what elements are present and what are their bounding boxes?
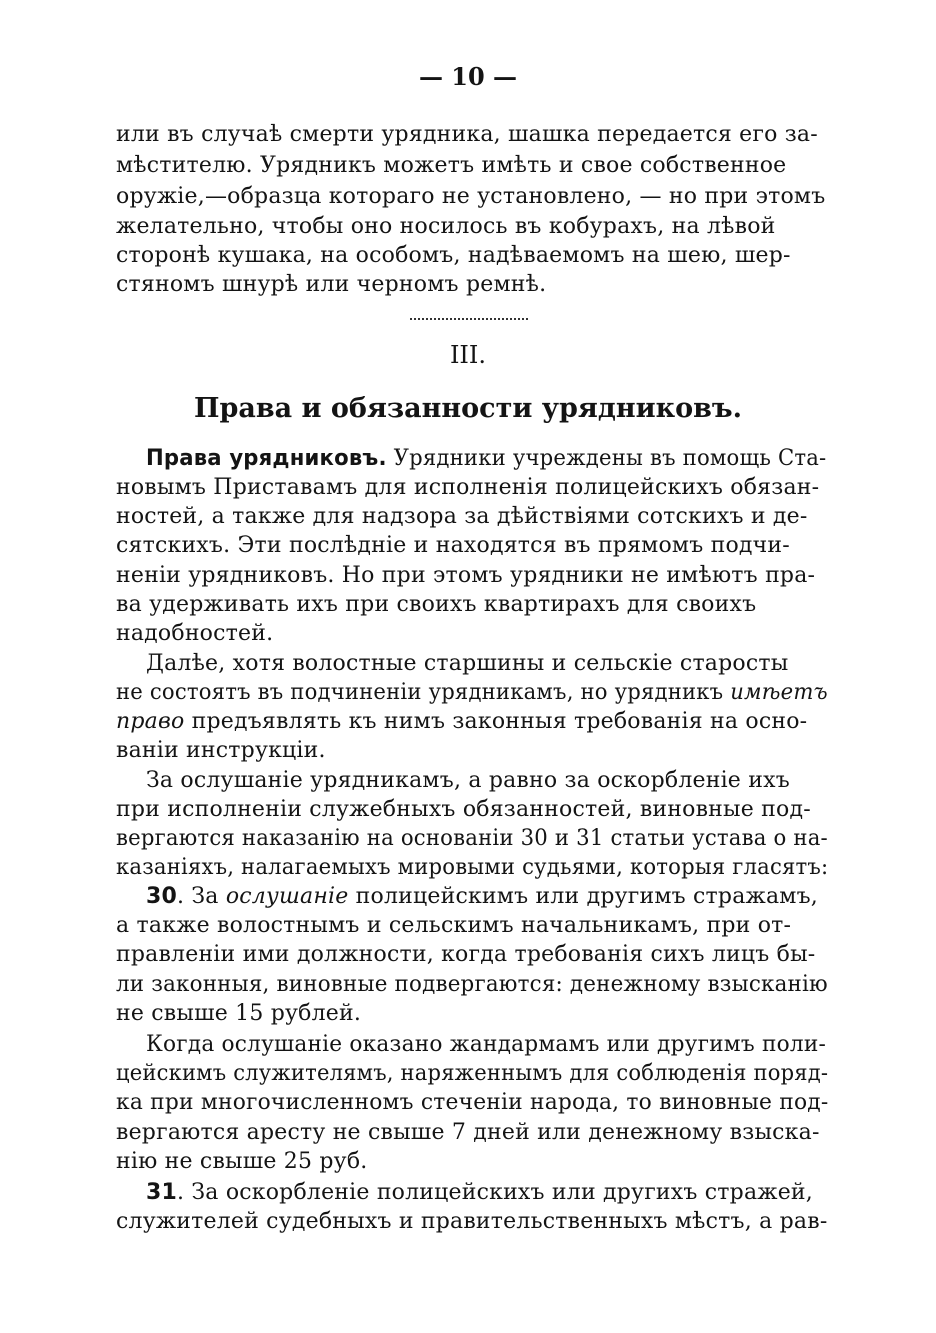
- text-run: . За: [177, 884, 226, 909]
- section-divider: [410, 318, 528, 320]
- text-line: ваніи инструкціи.: [116, 738, 326, 763]
- emphasis-text: ослушаніе: [225, 884, 349, 909]
- section-number: III.: [449, 341, 487, 369]
- text-line: желательно, чтобы оно носилось въ кобурахъ, на лѣвой: [116, 214, 776, 239]
- text-line: а также волостнымъ и сельскимъ начальникамъ, при от-: [116, 913, 792, 938]
- text-line: цейскимъ служителямъ, наряженнымъ для соблюденія поряд-: [116, 1061, 829, 1086]
- text-run: . За оскорбленіе полицейскихъ или другихъ стражей,: [177, 1180, 813, 1205]
- text-run: предъявлять къ нимъ законныя требованія на осно-: [184, 709, 808, 734]
- text-line: сторонѣ кушака, на особомъ, надѣваемомъ на шею, шер-: [116, 243, 791, 268]
- text-line: [116, 678, 828, 708]
- text-line: Когда ослушаніе оказано жандармамъ или другимъ поли-: [146, 1032, 826, 1057]
- text-line: надобностей.: [116, 621, 274, 646]
- text-line: мѣстителю. Урядникъ можетъ имѣть и свое собственное: [116, 153, 787, 178]
- text-line: Далѣе, хотя волостные старшины и сельскіе старосты: [146, 651, 789, 676]
- emphasis-text: имѣетъ: [730, 680, 828, 705]
- paragraph-heading: Права урядниковъ.: [146, 446, 387, 471]
- text-line: или въ случаѣ смерти урядника, шашка передается его за-: [116, 122, 818, 147]
- text-line: [146, 1178, 826, 1208]
- text-line: вергаются наказанію на основаніи 30 и 31 статьи устава о на-: [116, 826, 828, 851]
- text-run: полицейскимъ или другимъ стражамъ,: [348, 884, 818, 909]
- text-line: За ослушаніе урядникамъ, а равно за оскорбленіе ихъ: [146, 768, 790, 793]
- text-line: [146, 882, 826, 912]
- text-line: неніи урядниковъ. Но при этомъ урядники не имѣютъ пра-: [116, 563, 816, 588]
- text-line: вергаются аресту не свыше 7 дней или денежному взыска-: [116, 1120, 820, 1145]
- emphasis-text: право: [116, 709, 185, 734]
- text-line: не свыше 15 рублей.: [116, 1001, 362, 1026]
- text-line: новымъ Приставамъ для исполненія полицейскихъ обязан-: [116, 475, 820, 500]
- text-run: Урядники учреждены въ помощь Ста-: [386, 446, 827, 471]
- article-number: 31: [146, 1180, 178, 1205]
- text-line: оружіе,—образца котораго не установлено, — но при этомъ: [116, 184, 826, 209]
- text-line: [146, 444, 827, 474]
- text-line: сятскихъ. Эти послѣдніе и находятся въ прямомъ подчи-: [116, 533, 790, 558]
- article-number: 30: [146, 884, 178, 909]
- text-line: нію не свыше 25 руб.: [116, 1149, 368, 1174]
- text-line: при исполненіи служебныхъ обязанностей, виновные под-: [116, 797, 811, 822]
- text-line: казаніяхъ, налагаемыхъ мировыми судьями, которыя гласятъ:: [116, 855, 829, 880]
- text-line: [116, 707, 828, 737]
- text-line: ностей, а также для надзора за дѣйствіями сотскихъ и де-: [116, 504, 808, 529]
- text-line: служителей судебныхъ и правительственныхъ мѣстъ, а рав-: [116, 1209, 828, 1234]
- section-title: Права и обязанности урядниковъ.: [193, 393, 743, 424]
- text-line: ка при многочисленномъ стеченіи народа, то виновные под-: [116, 1090, 829, 1115]
- text-run: не состоятъ въ подчиненіи урядникамъ, но урядникъ: [116, 680, 731, 705]
- text-line: ва удерживать ихъ при своихъ квартирахъ для своихъ: [116, 592, 757, 617]
- text-line: стяномъ шнурѣ или черномъ ремнѣ.: [116, 272, 547, 297]
- text-line: ли законныя, виновные подвергаются: денежному взысканію: [116, 972, 828, 997]
- page-number: — 10 —: [418, 62, 518, 91]
- text-line: правленіи ими должности, когда требованія сихъ лицъ бы-: [116, 942, 816, 967]
